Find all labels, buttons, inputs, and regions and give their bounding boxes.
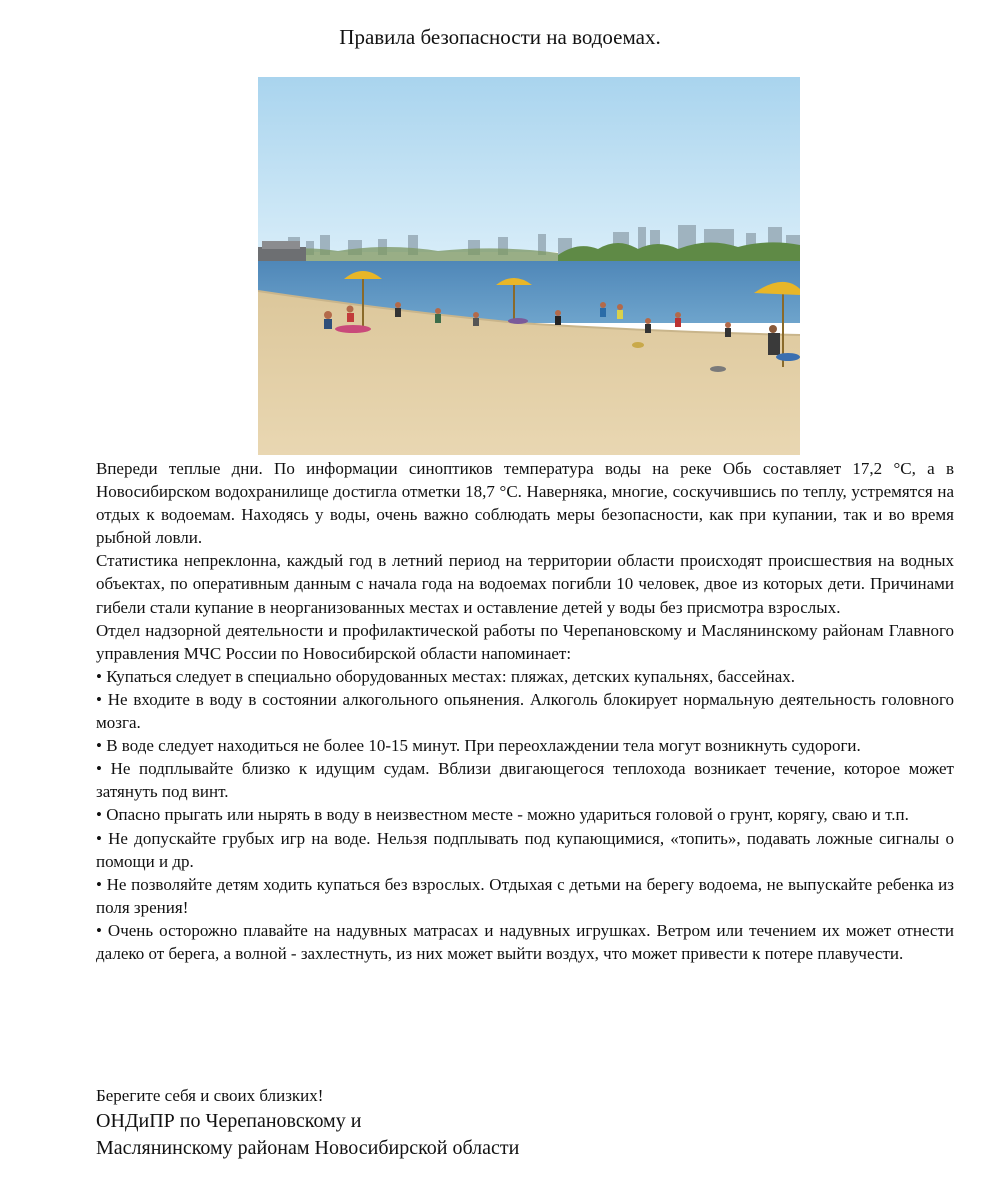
rule-item: • Купаться следует в специально оборудованных местах: пляжах, детских купальнях, бассейнах. [96,666,796,686]
paragraph-department: Отдел надзорной деятельности и профилактической работы по Черепановскому и Маслянинскому районам Главного управления МЧС России по Новосибирской области напоминает: [96,620,954,663]
rule-item: • Не позволяйте детям ходить купаться без взрослых. Отдыхая с детьми на берегу водоема, не выпускайте ребенка из поля зрения! [96,874,954,917]
rule-item: • Не подплывайте близко к идущим судам. Вблизи двигающегося теплохода возникает течение, которое может затянуть под винт. [96,759,954,802]
rule-item: • В воде следует находиться не более 10-15 минут. При переохлаждении тела могут возникнуть судороги. [96,736,861,756]
signature-line-2: Маслянинскому районам Новосибирской области [96,1137,520,1159]
paragraph-intro: Впереди теплые дни. По информации синоптиков температура воды на реке Обь составляет 17,2 °С, а в Новосибирском водохранилище достигла отметки 18,7 °С. Наверняка, многие, соскучившись по теплу, устремятся на отдых к водоемам. Находясь у воды, очень важно соблюдать меры безопасности, как при купании, так и во время рыбной ловли. [96,459,954,548]
closing-line: Берегите себя и своих близких! [96,1086,324,1105]
page-title: Правила безопасности на водоемах. [339,25,661,49]
rule-item: • Очень осторожно плавайте на надувных матрасах и надувных игрушках. Ветром или течением их может отнести далеко от берега, а волной - захлестнуть, из них может выйти воздух, что может привести к потере плавучести. [96,920,954,963]
signature-block [96,1084,954,1162]
beach-photo [258,77,800,455]
rule-item: • Не допускайте грубых игр на воде. Нельзя подплывать под купающимися, «топить», подавать ложные сигналы о помощи и др. [96,828,954,871]
signature-line-1: ОНДиПР по Черепановскому и [96,1110,362,1132]
paragraph-statistics: Статистика непреклонна, каждый год в летний период на территории области происходят происшествия на водных объектах, по оперативным данным с начала года на водоемах погибли 10 человек, двое из которых дети. Причинами гибели стали купание в неорганизованных местах и оставление детей у воды без присмотра взрослых. [96,551,954,617]
sky [258,77,800,252]
article-body [96,457,954,965]
rule-item: • Опасно прыгать или нырять в воду в неизвестном месте - можно удариться головой о грунт, корягу, сваю и т.п. [96,805,909,825]
rule-item: • Не входите в воду в состоянии алкогольного опьянения. Алкоголь блокирует нормальную деятельность головного мозга. [96,689,954,733]
